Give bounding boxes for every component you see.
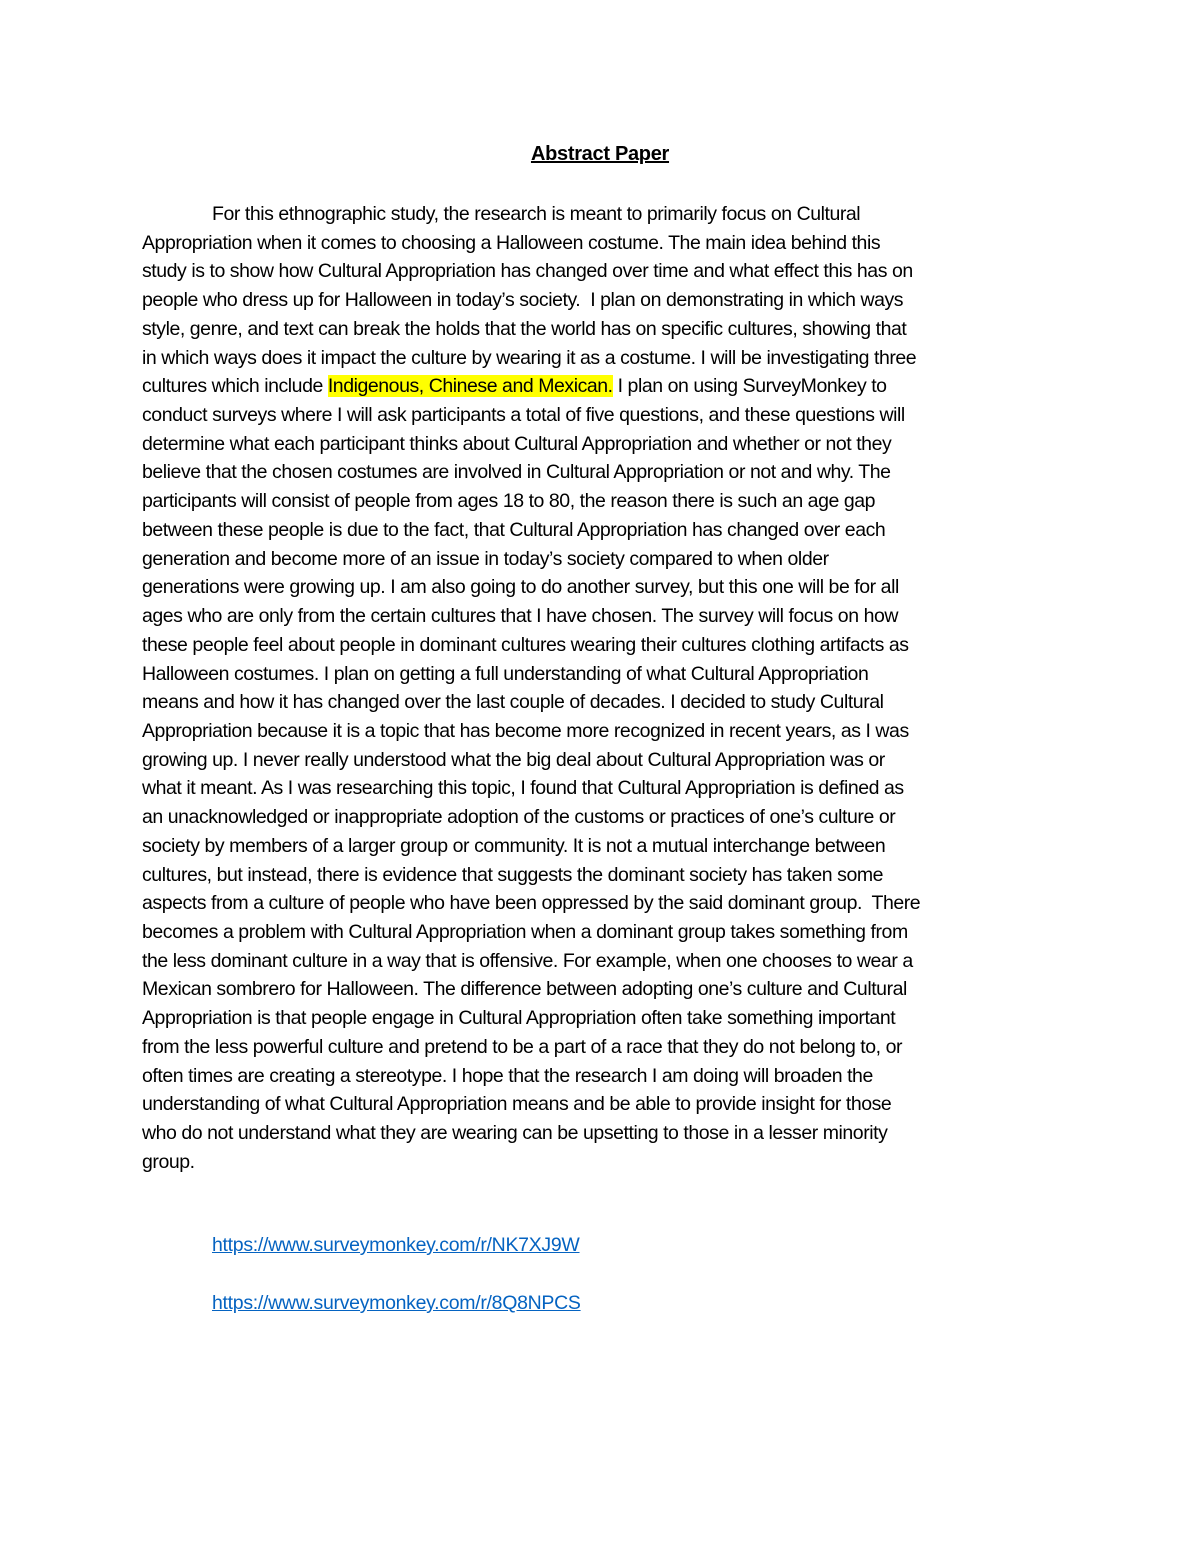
line-text: believe that the chosen costumes are involved in Cultural Appropriation or not and why. The [142, 461, 891, 484]
line-text: in which ways does it impact the culture by wearing it as a costume. I will be investigating three [142, 346, 917, 369]
line-text: generations were growing up. I am also going to do another survey, but this one will be for all [142, 576, 899, 599]
paragraph-line [142, 200, 1062, 229]
paragraph-line [142, 861, 1062, 890]
line-text: from the less powerful culture and pretend to be a part of a race that they do not belong to, or [142, 1035, 903, 1058]
abstract-paragraph [142, 200, 1062, 1176]
line-text: ages who are only from the certain cultures that I have chosen. The survey will focus on how [142, 605, 898, 628]
paragraph-line [142, 430, 1062, 459]
paragraph-line [142, 947, 1062, 976]
line-text: For this ethnographic study, the research is meant to primarily focus on Cultural [212, 203, 861, 225]
paragraph-line [142, 774, 1062, 803]
paragraph-line [142, 803, 1062, 832]
paragraph-line [142, 1033, 1062, 1062]
line-text: cultures, but instead, there is evidence that suggests the dominant society has taken some [142, 863, 884, 886]
line-text: Halloween costumes. I plan on getting a full understanding of what Cultural Appropriation [142, 662, 869, 685]
paragraph-line [142, 458, 1062, 487]
line-text: Appropriation is that people engage in Cultural Appropriation often take something important [142, 1007, 896, 1030]
paragraph-line [142, 1062, 1062, 1091]
paragraph-line [142, 315, 1062, 344]
paragraph-line [142, 487, 1062, 516]
line-text: participants will consist of people from ages 18 to 80, the reason there is such an age gap [142, 490, 876, 513]
line-text: Appropriation because it is a topic that has become more recognized in recent years, as I was [142, 719, 909, 742]
line-text: style, genre, and text can break the holds that the world has on specific cultures, showing that [142, 317, 907, 340]
paragraph-line [142, 516, 1062, 545]
paragraph-line [142, 889, 1062, 918]
paragraph-line [142, 344, 1062, 373]
line-text: between these people is due to the fact, that Cultural Appropriation has changed over each [142, 518, 886, 541]
paragraph-line [142, 1119, 1062, 1148]
line-text: I plan on using SurveyMonkey to [612, 375, 887, 398]
paragraph-line [142, 832, 1062, 861]
page-title: Abstract Paper [530, 143, 670, 165]
highlighted-text: Indigenous, Chinese and Mexican. [327, 375, 613, 398]
line-text: cultures which include [142, 375, 328, 398]
paragraph-line [142, 602, 1062, 631]
line-text: becomes a problem with Cultural Appropriation when a dominant group takes something from [142, 920, 908, 943]
line-text: generation and become more of an issue in today’s society compared to when older [142, 547, 829, 570]
line-text: group. [142, 1150, 195, 1173]
line-text: Mexican sombrero for Halloween. The difference between adopting one’s culture and Cultural [142, 978, 907, 1001]
paragraph-line [142, 286, 1062, 315]
line-text: who do not understand what they are wearing can be upsetting to those in a lesser minority [142, 1122, 888, 1144]
paragraph-line [142, 918, 1062, 947]
survey-link-2[interactable]: https://www.surveymonkey.com/r/8Q8NPCS [212, 1292, 581, 1314]
paragraph-line [142, 717, 1062, 746]
line-text: what it meant. As I was researching this topic, I found that Cultural Appropriation is defined as [142, 777, 904, 800]
paragraph-line [142, 660, 1062, 689]
line-text: aspects from a culture of people who have been oppressed by the said dominant group. There [142, 892, 921, 915]
paragraph-line [142, 631, 1062, 660]
paragraph-line [142, 688, 1062, 717]
line-text: growing up. I never really understood what the big deal about Cultural Appropriation was or [142, 748, 885, 771]
paragraph-line [142, 229, 1062, 258]
line-text: the less dominant culture in a way that is offensive. For example, when one chooses to wear a [142, 949, 913, 972]
line-text: understanding of what Cultural Appropriation means and be able to provide insight for those [142, 1093, 892, 1116]
line-text: an unacknowledged or inappropriate adoption of the customs or practices of one’s culture or [142, 806, 896, 829]
paragraph-line [142, 372, 1062, 401]
line-text: these people feel about people in dominant cultures wearing their cultures clothing artifacts as [142, 633, 909, 656]
line-text: people who dress up for Halloween in today’s society. I plan on demonstrating in which ways [142, 289, 904, 312]
paragraph-line [142, 746, 1062, 775]
paragraph-line [142, 1148, 1062, 1177]
line-text: study is to show how Cultural Appropriation has changed over time and what effect this has on [142, 260, 913, 283]
line-text: society by members of a larger group or community. It is not a mutual interchange between [142, 834, 886, 857]
line-text: often times are creating a stereotype. I hope that the research I am doing will broaden the [142, 1064, 873, 1087]
paragraph-line [142, 1004, 1062, 1033]
paragraph-line [142, 975, 1062, 1004]
paragraph-line [142, 545, 1062, 574]
line-text: conduct surveys where I will ask participants a total of five questions, and these questions will [142, 404, 905, 427]
paragraph-line [142, 257, 1062, 286]
survey-link-1[interactable]: https://www.surveymonkey.com/r/NK7XJ9W [212, 1234, 580, 1256]
paragraph-line [142, 401, 1062, 430]
line-text: Appropriation when it comes to choosing a Halloween costume. The main idea behind this [142, 231, 881, 254]
paragraph-line [142, 1090, 1062, 1119]
paragraph-line [142, 573, 1062, 602]
line-text: means and how it has changed over the last couple of decades. I decided to study Cultural [142, 691, 884, 714]
line-text: determine what each participant thinks about Cultural Appropriation and whether or not they [142, 432, 892, 455]
